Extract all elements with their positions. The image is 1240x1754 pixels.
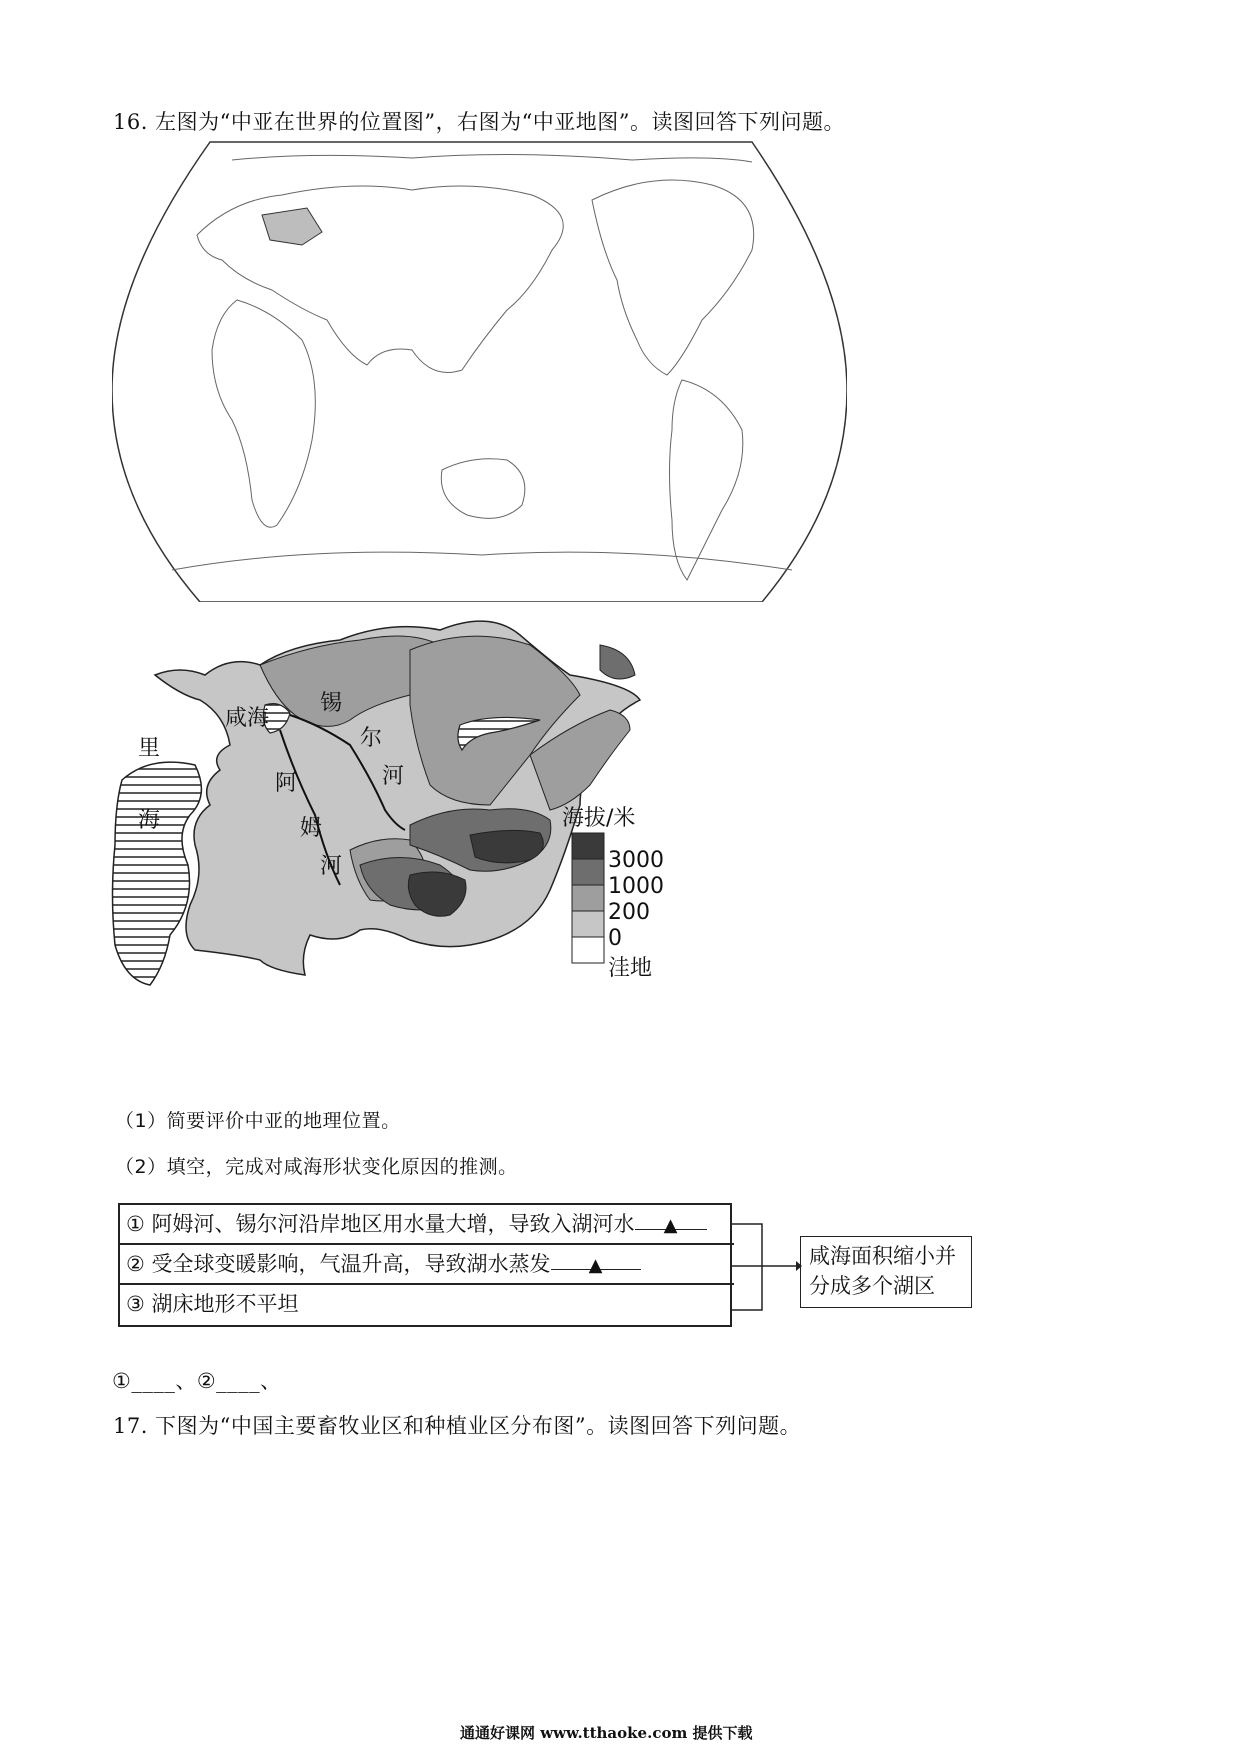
reason-row-1-text: ① 阿姆河、锡尔河沿岸地区用水量大增，导致入湖河水 (126, 1212, 635, 1236)
label-syr-3: 河 (382, 764, 405, 789)
reason-table (118, 1203, 732, 1327)
q17-stem-text: 下图为“中国主要畜牧业区和种植业区分布图”。读图回答下列问题。 (155, 1414, 802, 1438)
reason-row-2-text: ② 受全球变暖影响，气温升高，导致湖水蒸发 (126, 1252, 551, 1276)
legend-swatch (572, 911, 604, 937)
q16-stem-text: 左图为“中亚在世界的位置图”，右图为“中亚地图”。读图回答下列问题。 (155, 110, 846, 134)
reason-row-2-blank[interactable] (551, 1245, 641, 1276)
label-caspian-1: 里 (138, 736, 161, 761)
reason-row-3-text: ③ 湖床地形不平坦 (126, 1292, 299, 1316)
label-amu-1: 阿 (275, 771, 298, 796)
reason-row-3 (120, 1285, 734, 1325)
label-syr-1: 锡 (320, 691, 343, 716)
legend-swatch (572, 833, 604, 859)
q16-sub2: （2）填空，完成对咸海形状变化原因的推测。 (115, 1156, 518, 1178)
legend-label: 0 (608, 926, 622, 951)
triangle-icon: ▲ (588, 1255, 603, 1276)
q16-answer-line[interactable]: ①____、②____、 (112, 1369, 282, 1393)
reason-row-1 (120, 1205, 734, 1245)
legend-label: 洼地 (608, 956, 653, 981)
label-aral-sea: 咸海 (225, 706, 270, 731)
world-location-map (112, 140, 847, 602)
label-syr-2: 尔 (360, 726, 383, 751)
label-amu-3: 河 (320, 854, 343, 879)
elevation-legend (562, 806, 664, 981)
legend-label: 3000 (608, 848, 664, 873)
q16-sub1: （1）简要评价中亚的地理位置。 (115, 1110, 401, 1132)
result-box (800, 1236, 972, 1308)
label-caspian-2: 海 (138, 808, 161, 833)
caspian-sea (113, 762, 202, 985)
reason-row-2 (120, 1245, 734, 1285)
legend-label: 200 (608, 900, 650, 925)
legend-label: 1000 (608, 874, 664, 899)
label-amu-2: 姆 (300, 816, 323, 841)
q16-stem (113, 106, 845, 136)
q16-number: 16. (113, 110, 148, 134)
legend-title: 海拔/米 (562, 806, 636, 831)
footer-text: 通通好课网 www.tthaoke.com 提供下载 (460, 1724, 753, 1742)
bracket-arrow (732, 1222, 802, 1312)
legend-swatch (572, 885, 604, 911)
result-line-2: 分成多个湖区 (809, 1274, 935, 1298)
q17-number: 17. (113, 1414, 148, 1438)
result-line-1: 咸海面积缩小并 (809, 1244, 956, 1268)
reason-row-1-blank[interactable] (635, 1205, 707, 1236)
triangle-icon: ▲ (663, 1215, 678, 1236)
central-asia-map (110, 605, 740, 1070)
legend-swatch (572, 859, 604, 885)
q17-stem (113, 1410, 801, 1440)
legend-swatch (572, 937, 604, 963)
